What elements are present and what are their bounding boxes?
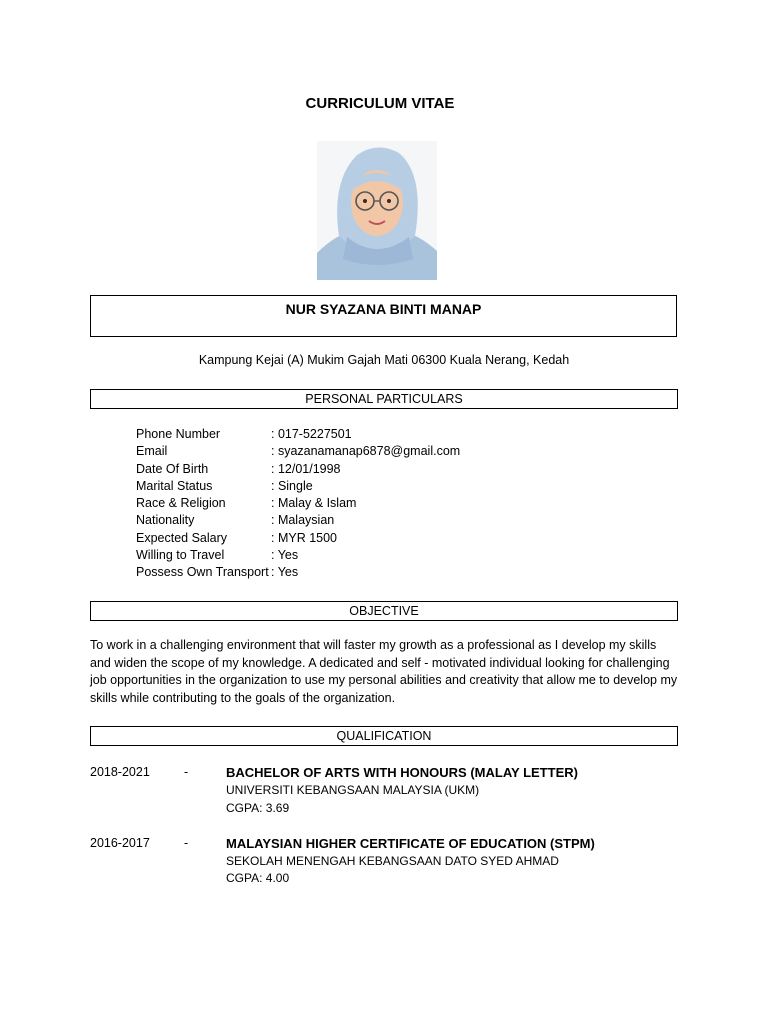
qualification-title: BACHELOR OF ARTS WITH HONOURS (MALAY LETTER) bbox=[226, 765, 578, 780]
separator-dash: - bbox=[184, 836, 189, 850]
list-item: Expected Salary : MYR 1500 bbox=[136, 530, 338, 545]
section-heading-personal: PERSONAL PARTICULARS bbox=[90, 389, 678, 409]
list-item: Date Of Birth : 12/01/1998 bbox=[136, 461, 341, 476]
list-item: Nationality : Malaysian bbox=[136, 513, 335, 528]
section-heading-objective: OBJECTIVE bbox=[90, 601, 678, 621]
portrait-photo-icon bbox=[317, 141, 437, 280]
separator-dash: - bbox=[184, 765, 189, 779]
qualification-institution: UNIVERSITI KEBANGSAAN MALAYSIA (UKM) bbox=[226, 783, 480, 797]
qualification-years: 2018-2021 bbox=[90, 765, 150, 779]
qualification-years: 2016-2017 bbox=[90, 836, 150, 850]
document-title: CURRICULUM VITAE bbox=[305, 95, 455, 112]
candidate-name: NUR SYAZANA BINTI MANAP bbox=[90, 295, 677, 337]
address: Kampung Kejai (A) Mukim Gajah Mati 06300 Kuala Nerang, Kedah bbox=[198, 353, 570, 367]
list-item: Possess Own Transport : Yes bbox=[136, 565, 299, 580]
list-item: Email : syazanamanap6878@gmail.com bbox=[136, 444, 461, 459]
qualification-grade: CGPA: 4.00 bbox=[226, 871, 290, 885]
qualification-title: MALAYSIAN HIGHER CERTIFICATE OF EDUCATION (STPM) bbox=[226, 836, 595, 851]
list-item: Phone Number : 017-5227501 bbox=[136, 427, 352, 441]
personal-particulars-list bbox=[136, 426, 460, 582]
objective-text: To work in a challenging environment that will faster my growth as a professional as I develop my skills and widen the scope of my knowledge. A dedicated and self - motivated individual looking for challenging job opportunities in the organization to use my personal abilities and creativity that allow me to develop my skills while contributing to the goals of the organization. bbox=[90, 638, 678, 705]
list-item: Race & Religion : Malay & Islam bbox=[136, 496, 357, 511]
list-item: Willing to Travel : Yes bbox=[136, 548, 299, 563]
qualification-institution: SEKOLAH MENENGAH KEBANGSAAN DATO SYED AHMAD bbox=[226, 854, 559, 868]
qualification-grade: CGPA: 3.69 bbox=[226, 801, 290, 815]
list-item: Marital Status : Single bbox=[136, 478, 313, 493]
section-heading-qualification: QUALIFICATION bbox=[90, 726, 678, 746]
